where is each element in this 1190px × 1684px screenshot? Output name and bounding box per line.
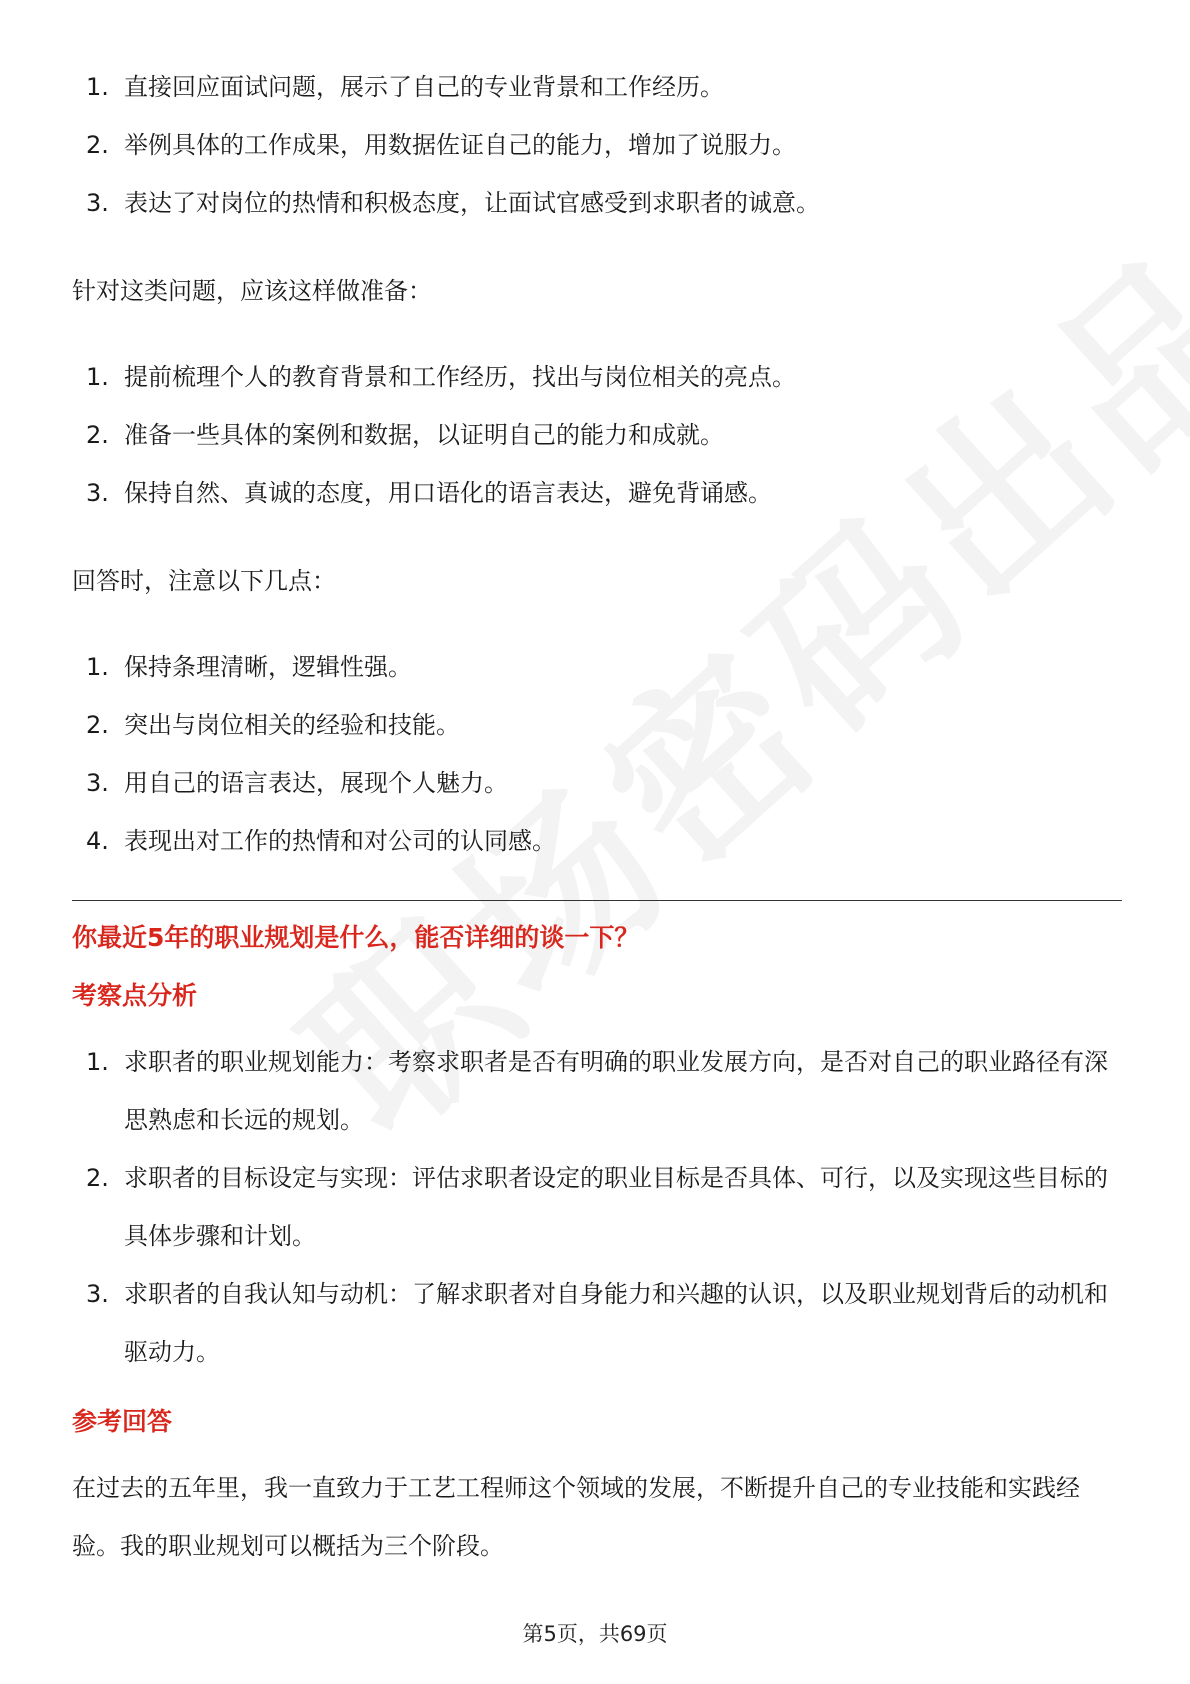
question-title: 你最近5年的职业规划是什么，能否详细的谈一下？ [72,923,640,952]
list-item [72,754,1122,812]
list-number: 2. [86,1164,109,1192]
list-text: 表现出对工作的热情和对公司的认同感。 [124,827,556,855]
reference-heading: 参考回答 [72,1407,173,1436]
list-item [72,1033,1122,1149]
list-item [72,1265,1122,1381]
list-text: 表达了对岗位的热情和积极态度，让面试官感受到求职者的诚意。 [124,189,820,217]
list-item [72,812,1122,870]
list-text: 保持自然、真诚的态度，用口语化的语言表达，避免背诵感。 [124,479,772,507]
list-number: 2. [86,421,109,449]
prepare-intro: 针对这类问题，应该这样做准备： [72,277,432,305]
list-text: 求职者的自我认知与动机：了解求职者对自身能力和兴趣的认识，以及职业规划背后的动机和驱动力。 [124,1280,1108,1366]
answer-intro: 回答时，注意以下几点： [72,567,336,595]
list-text: 准备一些具体的案例和数据，以证明自己的能力和成就。 [124,421,724,449]
prepare-list [72,348,1122,522]
list-number: 1. [86,1048,109,1076]
reference-paragraph: 在过去的五年里，我一直致力于工艺工程师这个领域的发展，不断提升自己的专业技能和实践经验。我的职业规划可以概括为三个阶段。 [72,1474,1080,1560]
list-number: 3. [86,1280,109,1308]
list-number: 2. [86,131,109,159]
list-text: 求职者的职业规划能力：考察求职者是否有明确的职业发展方向，是否对自己的职业路径有深思熟虑和长远的规划。 [124,1048,1108,1134]
list-text: 保持条理清晰，逻辑性强。 [124,653,412,681]
list-number: 3. [86,189,109,217]
list-item [72,696,1122,754]
list-item [72,464,1122,522]
list-number: 2. [86,711,109,739]
list-number: 1. [86,363,109,391]
list-item [72,348,1122,406]
section-divider [72,900,1122,901]
list-item [72,174,1122,232]
list-number: 3. [86,479,109,507]
list-item [72,116,1122,174]
list-item [72,1149,1122,1265]
list-text: 用自己的语言表达，展现个人魅力。 [124,769,508,797]
list-item [72,406,1122,464]
page-content [72,58,1122,1575]
list-text: 举例具体的工作成果，用数据佐证自己的能力，增加了说服力。 [124,131,796,159]
list-number: 1. [86,73,109,101]
list-number: 1. [86,653,109,681]
list-text: 突出与岗位相关的经验和技能。 [124,711,460,739]
list-text: 求职者的目标设定与实现：评估求职者设定的职业目标是否具体、可行，以及实现这些目标的具体步骤和计划。 [124,1164,1108,1250]
list-text: 直接回应面试问题，展示了自己的专业背景和工作经历。 [124,73,724,101]
page-number-footer: 第5页，共69页 [522,1622,668,1646]
analysis-heading: 考察点分析 [72,981,198,1010]
list-item [72,638,1122,696]
list-number: 3. [86,769,109,797]
list-item [72,58,1122,116]
analysis-list [72,1033,1122,1381]
section1-list [72,58,1122,232]
list-number: 4. [86,827,109,855]
list-text: 提前梳理个人的教育背景和工作经历，找出与岗位相关的亮点。 [124,363,796,391]
answer-list [72,638,1122,870]
